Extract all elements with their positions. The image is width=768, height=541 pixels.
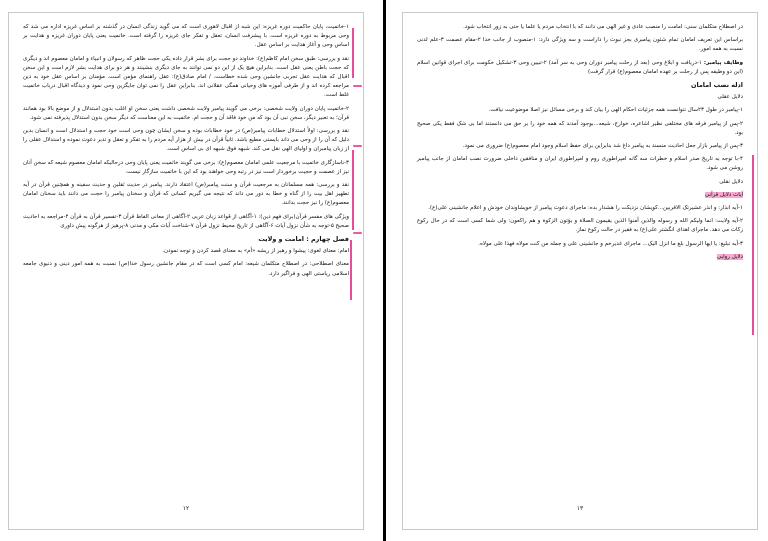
paragraph-1: ۱-خاتمیت، پایان حاکمیت دوره غریزه: این شبه از اقبال لاهوری است که می گوید زندگی انسان در گذشته بر اساس غریزه اداره می شد که وحی مربوط به دوره غریزه است. با پیشرفت انسان، تعقل و تفکر جای غریزه را گرفته است. خاتمیت یعنی پایان دوران غریزه و هدایت بر اساس وحی و آغاز هدایت بر اساس عقل. (23, 24, 349, 49)
list-item: ۴-با توجه به تاریخ صدر اسلام و خطرات سه گانه امپراطوری روم و امپراطوری ایران و منافقین داخلی ضرورت نصب امامان از جانب پیامبر روشن می شود. (417, 156, 743, 172)
document-page-12 (8, 12, 364, 530)
duties-title: وظایف پیامبر: (703, 59, 743, 66)
verses-title: آیات دلایل قرآنی (705, 191, 743, 198)
ink-bracket (353, 145, 362, 147)
list-item: ۱-آیه انذار: و انذر عشیرتک الاقربین...کویشان نزدیکت را هشدار بده: ماجرای دعوت پیامبر از خویشاوندان خودش و اعلام جانشینی علی(ع). (428, 205, 743, 212)
paragraph-6: نقد و بررسی: همه مسلمانان به مرجعیت قرآن و سنت پیامبر(ص) اعتقاد دارند. پیامبر در حدیث ثقلین و حدیث سفینه و همچنین قرآن در آیه تطهیر اهل بیت را از گناه و خطا به دور می داند که نتیجه می گیریم کسانی که قرآن و سخنان پیامبر را حجت می دانند باید سخنان امامان معصوم(ع) را نیز حجت بدانند. (23, 182, 349, 207)
margin-ink-mark (752, 155, 754, 335)
subsection-title (417, 191, 743, 200)
subsection-title: دلایل عقلی (717, 94, 743, 101)
margin-ink-mark (352, 150, 354, 230)
paragraph-1: در اصطلاح متکلمان سنی: امامت را منصب عادی و غیر الهی می دانند که با انتخاب مردم یا علما یا حتی به زور انتخاب شود. (463, 24, 743, 30)
duties-paragraph (417, 59, 743, 77)
binding-divider (383, 0, 386, 541)
paragraph-3: ۲-خاتمیت پایان دوران ولایت شخصی: برخی می گویند پیامبر ولایت شخصی داشت یعنی سخن او اغلب بدون استدلال و از موضع بالا بود همانند قرآن؛ به تعبیر دیگر، سخن نبی آن بود که من خود فاقد آن و حجت ام. خاتمیت به این معناست که دیگر سخن بدون استدلال پذیرفته نمی شود. (23, 105, 349, 121)
paragraph-2: نقد و بررسی: طبق سخن امام کاظم(ع): خداوند دو حجت برای بشر قرار داده یکی حجت ظاهر که رسولان و انبیاء و امامان معصوم اند و دیگری که حجت باطن یعنی عقل است. بنابراین هیچ یک از این دو نمی توانند به جای دیگری بنشینند و هر دو برای هدایت بشر لازم است و این سخن اقبال که هدایت عقل تجربی جانشین وحی شده خطاست. / امام صادق(ع): عقل راهنمای مؤمن است. مؤمنان بر اساس عقل خود به دین مراجعه کرده اند و از طرفی آموزه های وحیانی همگی عقلانی اند. بنابراین عقل را نمی توان جایگزین وحی نمود و دیدگاه اقبال درباب خاتمیت غلط است. (23, 55, 349, 99)
subsection-title (417, 253, 743, 262)
list-item: ۱-پیامبر در طول ۲۳سال نتوانست همه جزئیات احکام الهی را بیان کند و برخی مسائل نیز اصلا موضوعیت نیافت. (488, 107, 743, 114)
ink-bracket (353, 85, 362, 87)
paragraph-2: براساس این تعریف امامان تمام شئون پیامبری بجز نبوت را داراست و سه ویژگی دارد: ۱-منصوب از جانب خدا ۲-مقام عصمت ۳-علم لدنی نسبت به همه امور. (417, 37, 743, 53)
paragraph-9: معنای اصطلاحی: در اصطلاح متکلمان شیعه: امام کسی است که در مقام جانشین رسول خدا(ص) نسبت به همه امور دینی و دنیوی جامعه اسلامی ریاستی الهی و فراگیر دارد. (23, 261, 349, 277)
document-page-13 (402, 12, 758, 530)
list-item: ۳-پس از پیامبر بازار جعل احادیث منسند به پیامبر داغ شد بنابراین برای حفظ اسلام وجود امام معصوم(ع) ضروری می نمود. (462, 143, 743, 150)
list-item: ۲-آیه ولایت: انما ولیکم الله و رسوله والذین آمنوا الذین یقیمون الصلاة و یؤتون الزکوة و هم راکعون: ولی شما کسی است که در حال رکوع زکات می دهد. ماجرای اهدای انگشتر علی(ع) به فقیر در حالت رکوع نماز. (417, 218, 743, 234)
margin-ink-mark (352, 28, 354, 78)
list-item: ۳-آیه تبلیغ: یا ایها الرسول بلغ ما انزل الیک... ماجرای غدیرخم و جانشینی علی و جمله من کنت مولاه فهذا علی مولاه. (478, 240, 743, 247)
more-label: دلایل روایی (717, 253, 743, 260)
paragraph-7: ویژگی های مفسر قرآن(برای فهم دین): ۱-آگاهی از قواعد زبان عربی ۲-آگاهی از معانی الفاظ قرآن ۳-تفسیر قرآن به قرآن ۴-مراجعه به احادیث صحیح ۵-توجه به شأن نزول آیات ۶-آگاهی از تاریخ محیط نزول قرآن ۷-شناخت آیات مکی و مدنی ۸-پرهیز از هرگونه پیش داوری (23, 213, 349, 229)
page-number: ۱۳ (576, 504, 584, 512)
margin-ink-mark (350, 240, 352, 300)
page-number: ۱۲ (182, 504, 190, 512)
subsection-title: دلایل نقلی (719, 178, 743, 185)
paragraph-8: امام: معنای لغوی: پیشوا و رهبر از ریشه «أم» به معنای قصد کردن و توجه نمودن. (162, 248, 349, 255)
list-item: ۲-پس از پیامبر فرقه های مختلفی نظیر اشاعره، خوارج، شیعه...بوجود آمدند که همه خود را بر حق می دانستند اما بی شک فقط یکی صحیح بود. (417, 120, 743, 136)
paragraph-4: نقد و بررسی: اولاً استدلال خطابات پیامبر(ص) در خود خطابات بوده و سخن ایشان چون وحی است خود حجت و استدلال است و انسان بدین دلیل که آن را از وحی می داند بایستی مطیع باشد. ثانیاً قرآن در بیش از هزار آیه مردم را به تفکر و تعقل و تدبر دعوت نموده و استدلال عقلی را از زبان پیامبران و اولیای الهی نقل می کند. شبهه فوق شبهه ای بی اساس است. (23, 128, 349, 153)
paragraph-5: ۳-ناسازگاری خاتمیت با مرجعیت علمی امامان معصوم(ع): برخی می گویند خاتمیت یعنی پایان وحی درحالیکه امامان معصوم شیعه که سخن آنان نیز از عصمت و حجیت برخوردار است نیز در رتبه وحی خواهند بود که این با خاتمیت سازگار نیست. (23, 159, 349, 175)
section-title: ادله نصب امامان (690, 81, 743, 90)
ink-bracket (353, 232, 362, 234)
duties-text: ۱-دریافت و ابلاغ وحی (بعد از رحلت پیامبر دوران وحی به سر آمد) ۲-تبیین وحی ۳-تشکیل حکومت برای اجرای قوانین اسلام (این دو وظیفه پس از رحلت بر عهده امامان معصوم(ع) قرار گرفت) (417, 59, 743, 75)
chapter-title: فصل چهارم : امامت و ولایت (258, 235, 349, 244)
